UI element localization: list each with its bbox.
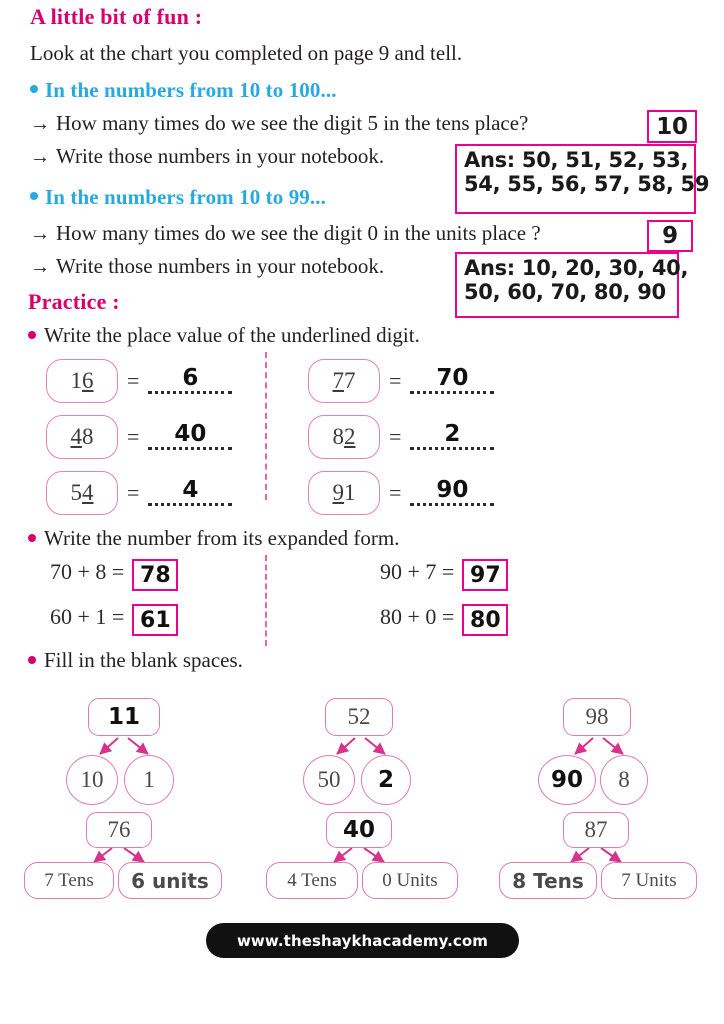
tree-node-top[interactable]: 11 [88, 698, 160, 736]
footer-url-text: www.theshaykhacademy.com [236, 931, 489, 950]
equals-sign: = [127, 480, 140, 505]
equals-sign: = [127, 424, 140, 449]
bullet-icon [28, 534, 36, 542]
tree-node-left[interactable]: 4 Tens [266, 862, 358, 899]
answer-blank[interactable]: 2 [410, 424, 494, 450]
tree-node-right[interactable]: 7 Units [601, 862, 697, 899]
arrow-icon: → [30, 113, 50, 135]
number-pill: 7 7 [308, 359, 380, 403]
intro-text: Look at the chart you completed on page 9 and tell. [30, 41, 463, 65]
number-pill: 4 8 [46, 415, 118, 459]
equals-sign: = [389, 424, 402, 449]
place-value-row [46, 359, 232, 403]
answer-blank[interactable]: 40 [148, 424, 232, 450]
tree-node-top[interactable]: 87 [563, 812, 629, 848]
place-value-row [46, 415, 232, 459]
subheading-10-to-99: In the numbers from 10 to 99... [30, 185, 326, 210]
place-value-row [46, 471, 232, 515]
bullet-icon [30, 192, 38, 200]
arrow-icon: → [30, 223, 50, 245]
place-value-row [308, 471, 494, 515]
tree-node-right[interactable]: 0 Units [362, 862, 458, 899]
answer-box[interactable]: 80 [462, 604, 508, 636]
dotted-line [148, 391, 232, 394]
answer-blank[interactable]: 6 [148, 368, 232, 394]
arrow-icon: → [30, 146, 50, 168]
question-2: → Write those numbers in your notebook. [30, 144, 385, 168]
tree-node-top[interactable]: 40 [326, 812, 392, 848]
answer-blank[interactable]: 4 [148, 480, 232, 506]
answer-box[interactable]: 61 [132, 604, 178, 636]
number-tree [535, 698, 724, 798]
expanded-row: 70 + 8 = 78 [50, 559, 178, 591]
answer-box-q4[interactable]: Ans: 10, 20, 30, 40, 50, 60, 70, 80, 90 [455, 252, 679, 318]
arrow-icon: → [30, 256, 50, 278]
task-fill-instruction: Fill in the blank spaces. [28, 648, 243, 673]
tree-node-left[interactable]: 7 Tens [24, 862, 114, 899]
number-tree [60, 698, 250, 798]
answer-box[interactable]: 97 [462, 559, 508, 591]
answer-blank[interactable]: 90 [410, 480, 494, 506]
tree-node-left[interactable]: 8 Tens [499, 862, 597, 899]
tree-node-right[interactable]: 1 [124, 755, 174, 805]
column-divider-2 [265, 555, 267, 646]
answer-box[interactable]: 78 [132, 559, 178, 591]
expanded-row: 90 + 7 = 97 [380, 559, 508, 591]
place-value-row [308, 359, 494, 403]
equals-sign: = [127, 368, 140, 393]
tree-node-left[interactable]: 10 [66, 755, 118, 805]
question-4: → Write those numbers in your notebook. [30, 254, 385, 278]
number-tree [258, 812, 478, 902]
question-3: → How many times do we see the digit 0 in the units place ? [30, 221, 541, 245]
answer-box-q1[interactable]: 10 [647, 110, 697, 143]
dotted-line [148, 503, 232, 506]
place-value-row [308, 415, 494, 459]
tree-node-top[interactable]: 76 [86, 812, 152, 848]
tree-node-right[interactable]: 8 [600, 755, 648, 805]
equals-sign: = [389, 480, 402, 505]
dotted-line [410, 503, 494, 506]
number-pill: 5 4 [46, 471, 118, 515]
answer-box-q3[interactable]: 9 [647, 220, 693, 252]
tree-node-right[interactable]: 6 units [118, 862, 222, 899]
number-pill: 8 2 [308, 415, 380, 459]
number-tree [297, 698, 487, 798]
tree-node-top[interactable]: 98 [563, 698, 631, 736]
question-1: → How many times do we see the digit 5 in the tens place? [30, 111, 529, 135]
number-tree [495, 812, 720, 902]
number-tree [18, 812, 238, 902]
tree-node-top[interactable]: 52 [325, 698, 393, 736]
expanded-row: 60 + 1 = 61 [50, 604, 178, 636]
practice-heading: Practice : [28, 289, 120, 314]
tree-node-left[interactable]: 50 [303, 755, 355, 805]
dotted-line [410, 391, 494, 394]
number-pill: 9 1 [308, 471, 380, 515]
bullet-icon [28, 656, 36, 664]
footer-url-badge[interactable] [206, 923, 519, 958]
equals-sign: = [389, 368, 402, 393]
subheading-10-to-100: In the numbers from 10 to 100... [30, 78, 337, 103]
expanded-row: 80 + 0 = 80 [380, 604, 508, 636]
page-title: A little bit of fun : [30, 4, 203, 29]
answer-blank[interactable]: 70 [410, 368, 494, 394]
dotted-line [410, 447, 494, 450]
tree-node-left[interactable]: 90 [538, 755, 596, 805]
dotted-line [148, 447, 232, 450]
answer-box-q2[interactable]: Ans: 50, 51, 52, 53, 54, 55, 56, 57, 58, 59 [455, 144, 696, 214]
task-place-value-instruction: Write the place value of the underlined digit. [28, 323, 420, 348]
tree-node-right[interactable]: 2 [361, 755, 411, 805]
bullet-icon [28, 331, 36, 339]
bullet-icon [30, 85, 38, 93]
number-pill: 1 6 [46, 359, 118, 403]
column-divider-1 [265, 352, 267, 500]
task-expanded-instruction: Write the number from its expanded form. [28, 526, 399, 551]
